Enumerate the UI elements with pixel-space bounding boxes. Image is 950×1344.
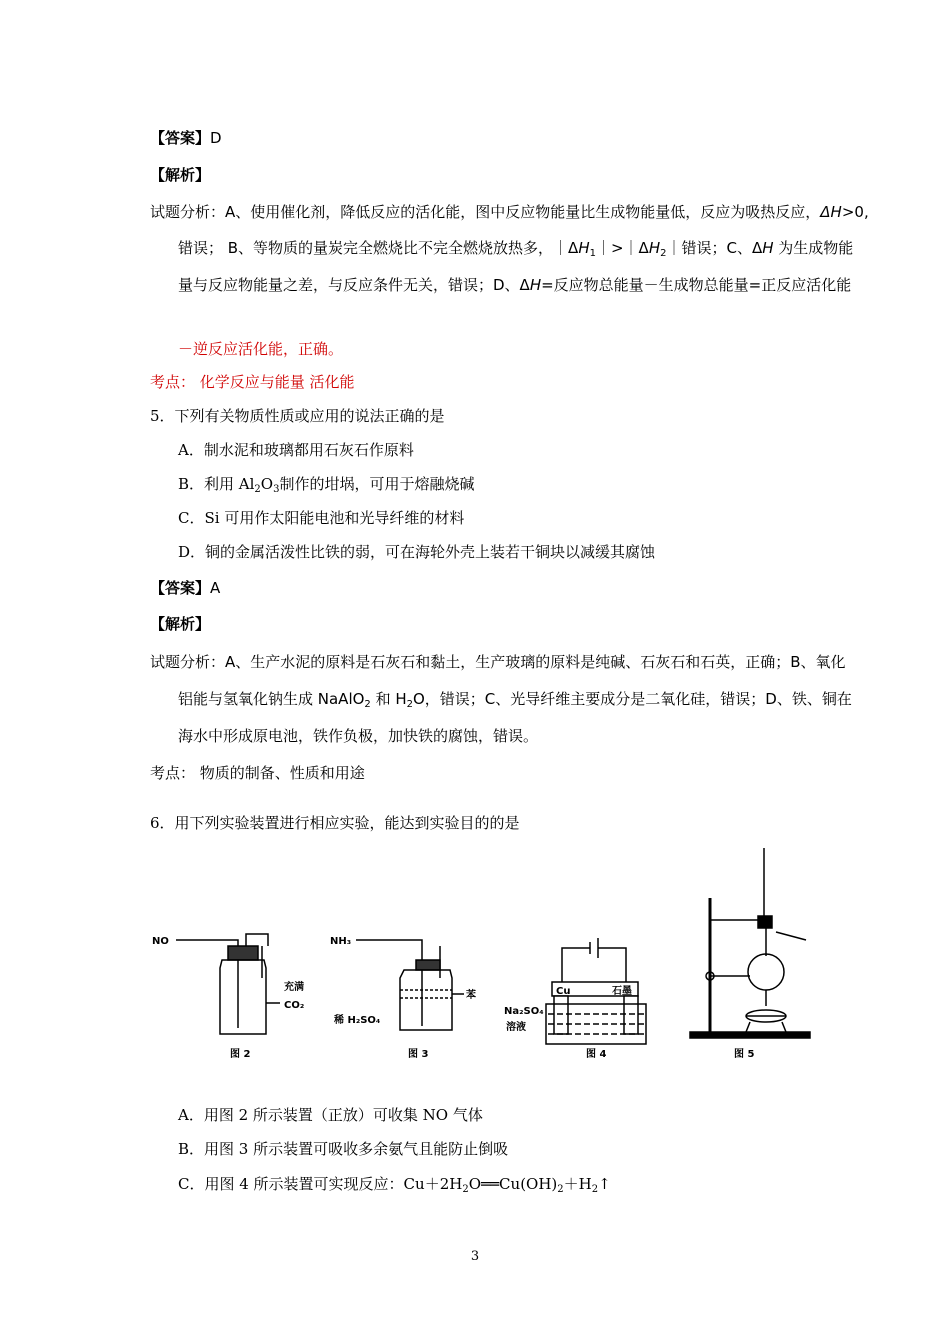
fig4-solution-2: 溶液 xyxy=(506,1022,526,1033)
fig3-acid-label: 稀 H₂SO₄ xyxy=(334,1015,381,1026)
q5-option-d: D．铜的金属活泼性比铁的弱，可在海轮外壳上装若干铜块以减缓其腐蚀 xyxy=(178,543,656,561)
q4-analysis-tag: 【解析】 xyxy=(150,166,211,184)
q4-analysis-line-2: 错误； B、等物质的量炭完全燃烧比不完全燃烧放热多，$|\Delta H_1|>|\Delta H_2|$错误；C、ΔH 为生成物能 xyxy=(178,239,854,259)
q4-analysis-line-4: －逆反应活化能，正确。 xyxy=(178,340,344,358)
q5-kaodian: 考点： 物质的制备、性质和用途 xyxy=(150,764,365,782)
q5-option-c: C．Si 可用作太阳能电池和光导纤维的材料 xyxy=(178,509,465,527)
q5-analysis-tag: 【解析】 xyxy=(150,615,211,633)
fig2-caption: 图 2 xyxy=(230,1049,251,1060)
q6-apparatus-figures xyxy=(150,848,820,1063)
page-number: 3 xyxy=(470,1249,480,1264)
q4-kaodian: 考点： 化学反应与能量 活化能 xyxy=(150,373,355,391)
fig2-label-1: 充满 xyxy=(284,982,304,993)
fig5-caption: 图 5 xyxy=(734,1049,755,1060)
figure-3 xyxy=(330,936,476,1060)
q5-option-a: A．制水泥和玻璃都用石灰石作原料 xyxy=(178,441,414,459)
figure-2 xyxy=(152,934,304,1060)
q5-analysis-line-1: 试题分析：A、生产水泥的原料是石灰石和黏土，生产玻璃的原料是纯碱、石灰石和石英，正确；B、氧化 xyxy=(150,653,846,671)
q6-option-c: C．用图 4 所示装置可实现反应：$Cu+2H_2O══Cu(OH)_2+H_2↑$ xyxy=(178,1175,611,1195)
q6-option-a: A．用图 2 所示装置（正放）可收集 NO 气体 xyxy=(178,1106,483,1124)
figure-5 xyxy=(690,848,810,1060)
fig4-cu-label: Cu xyxy=(556,986,571,997)
q4-answer xyxy=(150,128,222,148)
fig4-caption: 图 4 xyxy=(586,1049,607,1060)
fig3-benzene-label: 苯 xyxy=(466,990,476,1001)
q5-analysis-line-3: 海水中形成原电池，铁作负极，加快铁的腐蚀，错误。 xyxy=(178,727,539,745)
q6-stem: 6．用下列实验装置进行相应实验，能达到实验目的的是 xyxy=(150,814,520,832)
q5-answer: 【答案】A xyxy=(150,579,221,597)
q4-analysis-line-1: 试题分析：A、使用催化剂，降低反应的活化能，图中反应物能量比生成物能量低，反应为吸热反应，ΔH>0, xyxy=(150,203,869,221)
q6-option-b: B．用图 3 所示装置可吸收多余氨气且能防止倒吸 xyxy=(178,1140,509,1158)
q5-stem: 5．下列有关物质性质或应用的说法正确的是 xyxy=(150,407,445,425)
answer-value: D xyxy=(210,129,222,147)
q5-analysis-line-2: 铝能与氢氧化钠生成 NaAlO$_2$ 和 $H_2O$，错误；C、光导纤维主要成分是二氧化硅，错误；D、铁、铜在 xyxy=(178,690,852,710)
fig2-label-2: CO₂ xyxy=(284,1000,305,1011)
figure-4 xyxy=(504,938,646,1060)
answer-tag: 【答案】 xyxy=(150,129,211,147)
q5-option-b: B．利用 $Al_2O_3$制作的坩埚，可用于熔融烧碱 xyxy=(178,475,475,495)
fig4-graphite-label: 石墨 xyxy=(612,986,632,997)
fig4-solution-1: Na₂SO₄ xyxy=(504,1006,544,1017)
fig3-caption: 图 3 xyxy=(408,1049,429,1060)
q4-analysis-line-3: 量与反应物能量之差，与反应条件无关，错误；D、ΔH=反应物总能量－生成物总能量=正反应活化能 xyxy=(178,276,852,294)
fig2-gas-label: NO xyxy=(152,936,169,947)
fig3-gas-label: NH₃ xyxy=(330,936,352,947)
